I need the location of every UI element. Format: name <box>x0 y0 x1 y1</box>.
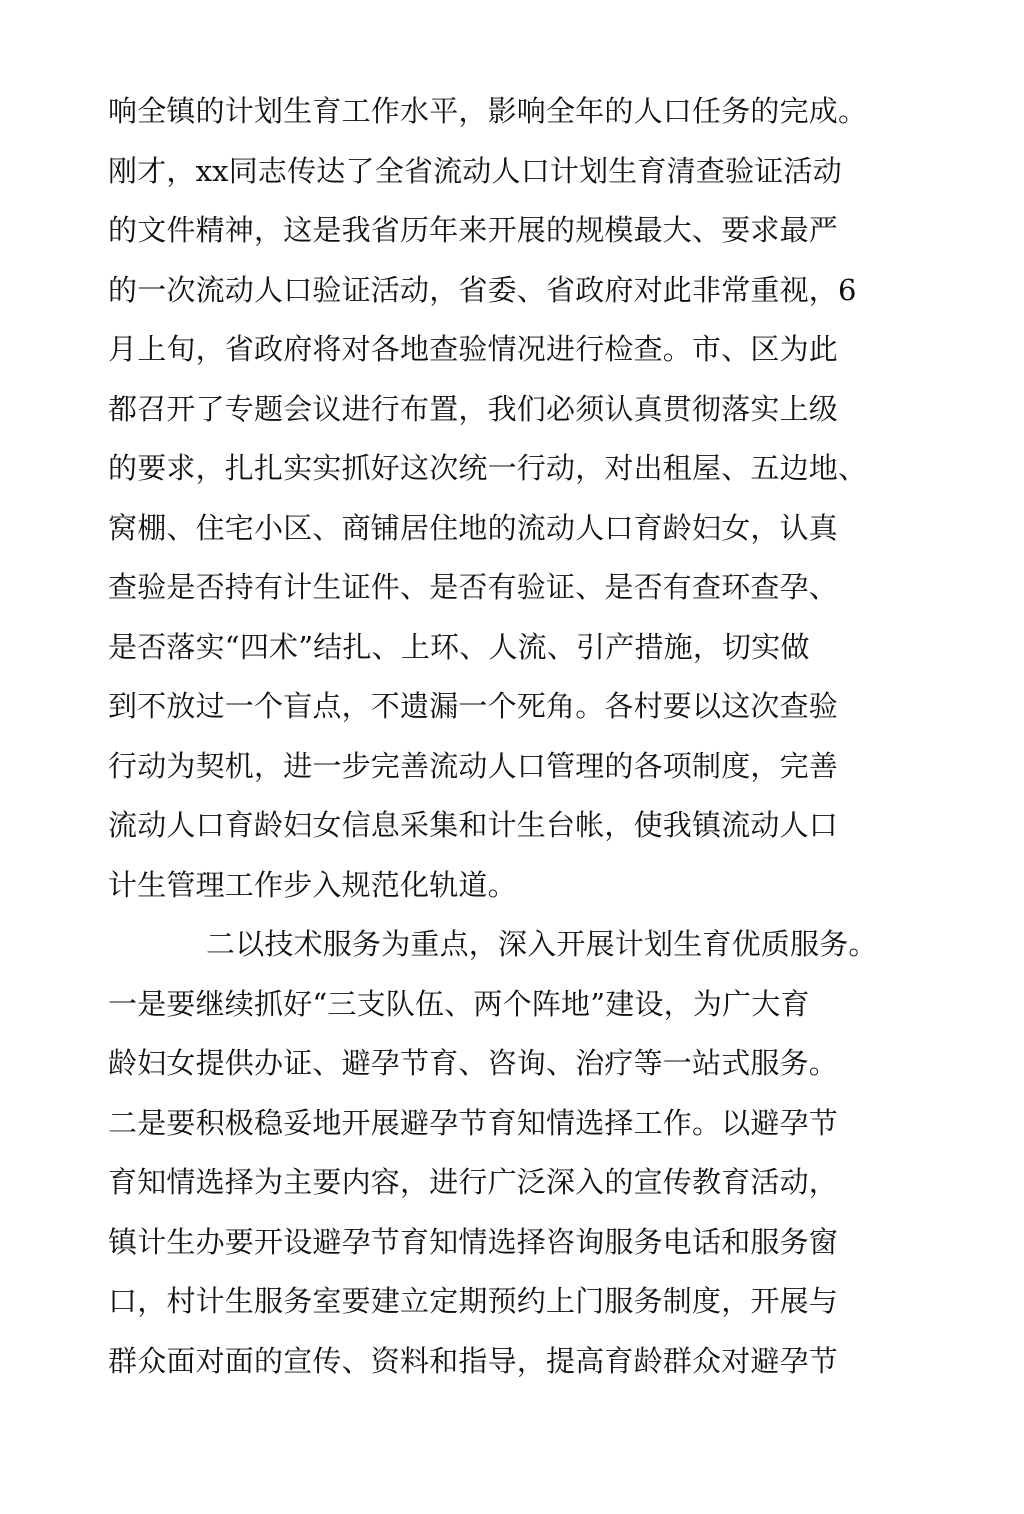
text-line-13: 流动人口育龄妇女信息采集和计生台帐，使我镇流动人口 <box>108 808 839 842</box>
text-line-22: 群众面对面的宣传、资料和指导，提高育龄群众对避孕节 <box>108 1343 839 1378</box>
text-line-20: 镇计生办要开设避孕节育知情选择咨询服务电话和服务窗 <box>108 1224 839 1259</box>
text-line-9: 查验是否持有计生证件、是否有验证、是否有查环查孕、 <box>108 570 839 604</box>
text-line-3: 的文件精神，这是我省历年来开展的规模最大、要求最严 <box>108 213 839 247</box>
text-line-18: 二是要积极稳妥地开展避孕节育知情选择工作。以避孕节 <box>108 1105 839 1140</box>
text-line-14: 计生管理工作步入规范化轨道。 <box>108 867 517 902</box>
section-heading-line: 二以技术服务为重点，深入开展计划生育优质服务。 <box>206 927 878 961</box>
text-line-17: 龄妇女提供办证、避孕节育、咨询、治疗等一站式服务。 <box>108 1046 839 1080</box>
text-line-6: 都召开了专题会议进行布置，我们必须认真贯彻落实上级 <box>108 391 839 426</box>
text-line-16: 一是要继续抓好“三支队伍、两个阵地”建设，为广大育 <box>108 986 810 1021</box>
body-text <box>108 82 908 1391</box>
text-line-10: 是否落实“四术”结扎、上环、人流、引产措施，切实做 <box>108 629 810 664</box>
text-line-5: 月上旬，省政府将对各地查验情况进行检查。市、区为此 <box>108 332 839 366</box>
text-line-12: 行动为契机，进一步完善流动人口管理的各项制度，完善 <box>108 748 839 783</box>
text-line-1: 响全镇的计划生育工作水平，影响全年的人口任务的完成。 <box>108 94 868 128</box>
text-line-21: 口，村计生服务室要建立定期预约上门服务制度，开展与 <box>108 1284 839 1318</box>
text-line-7: 的要求，扎扎实实抓好这次统一行动，对出租屋、五边地、 <box>108 451 868 485</box>
text-line-2: 刚才，xx同志传达了全省流动人口计划生育清查验证活动 <box>108 153 842 188</box>
text-line-8: 窝棚、住宅小区、商铺居住地的流动人口育龄妇女，认真 <box>108 510 839 545</box>
text-line-11: 到不放过一个盲点，不遗漏一个死角。各村要以这次查验 <box>108 689 839 723</box>
text-line-19: 育知情选择为主要内容，进行广泛深入的宣传教育活动， <box>108 1165 839 1199</box>
text-line-4: 的一次流动人口验证活动，省委、省政府对此非常重视，6 <box>108 272 857 307</box>
